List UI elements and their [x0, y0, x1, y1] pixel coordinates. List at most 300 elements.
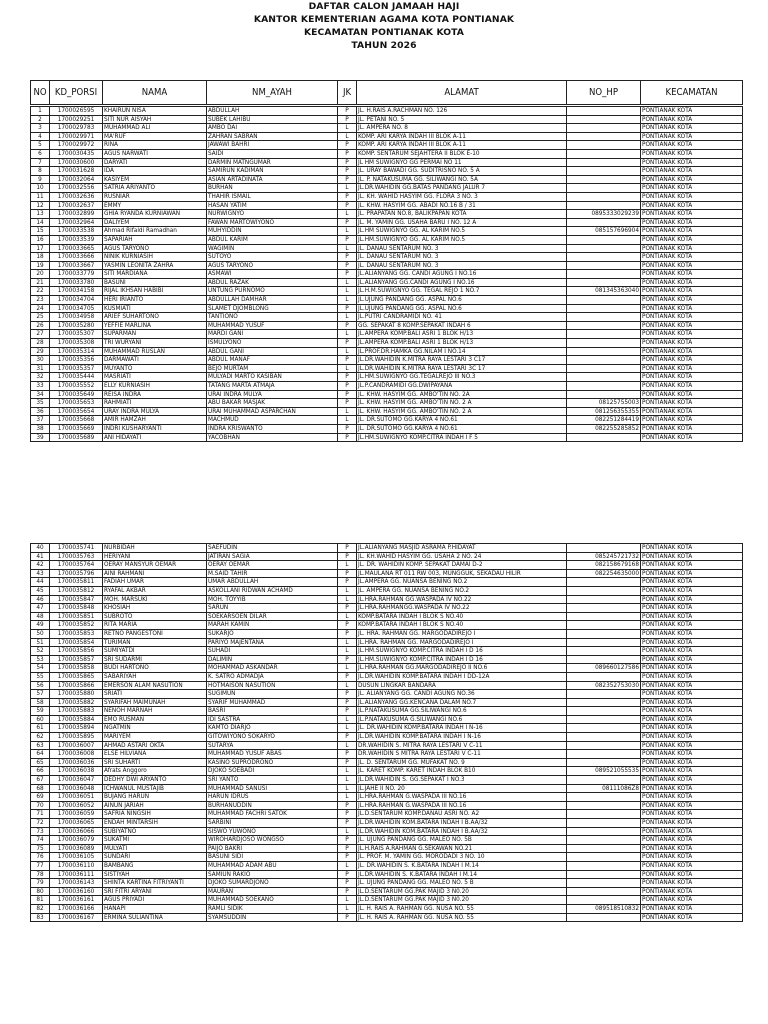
- cell-nama: NINIK KURNIASIH: [103, 253, 207, 262]
- cell-no-hp: [567, 733, 641, 742]
- cell-alamat: JL. DANAU SENTARUM NO. 3: [357, 253, 567, 262]
- cell-nama: NGATMIN: [103, 724, 207, 733]
- cell-jk: L: [338, 638, 357, 647]
- cell-no: 18: [31, 253, 50, 262]
- cell-nama: KHOSIAH: [103, 604, 207, 613]
- cell-kecamatan: PONTIANAK KOTA: [641, 270, 743, 279]
- cell-no-hp: [567, 364, 641, 373]
- cell-nama: KASIYEM: [103, 175, 207, 184]
- cell-kd-porsi: 1700036065: [50, 819, 103, 828]
- cell-kecamatan: PONTIANAK KOTA: [641, 836, 743, 845]
- cell-kd-porsi: 1700036110: [50, 861, 103, 870]
- cell-nama: SUMIYATDI: [103, 647, 207, 656]
- cell-nama: AINUN JARIAH: [103, 801, 207, 810]
- cell-nama: SRI FITRI ARYANI: [103, 887, 207, 896]
- cell-nm-ayah: UNTUNG PURNOMO: [207, 287, 338, 296]
- cell-no-hp: 081345363040: [567, 287, 641, 296]
- table-row: [31, 724, 743, 733]
- cell-kecamatan: PONTIANAK KOTA: [641, 278, 743, 287]
- cell-alamat: JL.DR.WAHIDIN GG.BATAS PANDANG JALUR 7: [357, 184, 567, 193]
- cell-no-hp: [567, 339, 641, 348]
- cell-no-hp: [567, 879, 641, 888]
- cell-no: 32: [31, 373, 50, 382]
- cell-no-hp: [567, 244, 641, 253]
- cell-kecamatan: PONTIANAK KOTA: [641, 373, 743, 382]
- cell-nama: HERI IRIANTO: [103, 296, 207, 305]
- cell-jk: L: [338, 776, 357, 785]
- cell-kd-porsi: 1700035307: [50, 330, 103, 339]
- cell-nama: RINA: [103, 141, 207, 150]
- cell-no: 26: [31, 321, 50, 330]
- cell-kecamatan: PONTIANAK KOTA: [641, 733, 743, 742]
- table-row: [31, 733, 743, 742]
- cell-no: 9: [31, 175, 50, 184]
- cell-kecamatan: PONTIANAK KOTA: [641, 819, 743, 828]
- cell-no-hp: [567, 347, 641, 356]
- cell-kd-porsi: 1700036066: [50, 827, 103, 836]
- cell-kd-porsi: 1700035858: [50, 664, 103, 673]
- cell-no-hp: 082251284419: [567, 416, 641, 425]
- table-row: [31, 321, 743, 330]
- table-row: [31, 167, 743, 176]
- cell-no-hp: [567, 655, 641, 664]
- cell-no: 55: [31, 672, 50, 681]
- cell-nm-ayah: MOHAMMAD ASKANDAR: [207, 664, 338, 673]
- table-row: [31, 793, 743, 802]
- cell-kd-porsi: 1700035669: [50, 424, 103, 433]
- cell-alamat: JL.ALIANYANG MASJID ASRAMA P.HIDAYAT: [357, 544, 567, 553]
- cell-no-hp: [567, 304, 641, 313]
- cell-nama: URAY INDRA MULYA: [103, 407, 207, 416]
- cell-kd-porsi: 1700035649: [50, 390, 103, 399]
- table-row: [31, 612, 743, 621]
- cell-kd-porsi: 1700032556: [50, 184, 103, 193]
- cell-jk: P: [338, 544, 357, 553]
- cell-jk: P: [338, 373, 357, 382]
- cell-alamat: JL. KARET KOMP. KARET INDAH BLOK B10: [357, 767, 567, 776]
- cell-kd-porsi: 1700033538: [50, 227, 103, 236]
- cell-kd-porsi: 1700035668: [50, 416, 103, 425]
- cell-no: 29: [31, 347, 50, 356]
- cell-kecamatan: PONTIANAK KOTA: [641, 647, 743, 656]
- cell-no: 35: [31, 399, 50, 408]
- cell-jk: L: [338, 278, 357, 287]
- cell-no: 42: [31, 561, 50, 570]
- cell-alamat: JL.DR.WAHIDIN KOM.BATARA INDAH I B.AA/32: [357, 819, 567, 828]
- cell-no-hp: [567, 184, 641, 193]
- cell-no: 73: [31, 827, 50, 836]
- cell-kecamatan: PONTIANAK KOTA: [641, 672, 743, 681]
- table-row: [31, 904, 743, 913]
- cell-nama: RAHMIATI: [103, 399, 207, 408]
- cell-kecamatan: PONTIANAK KOTA: [641, 904, 743, 913]
- cell-jk: P: [338, 629, 357, 638]
- cell-kd-porsi: 1700030600: [50, 158, 103, 167]
- col-header-nm-ayah: NM_AYAH: [207, 81, 338, 105]
- table-row: [31, 218, 743, 227]
- cell-no-hp: [567, 296, 641, 305]
- cell-nm-ayah: YACOBHAN: [207, 433, 338, 442]
- cell-nama: RITA MARIA: [103, 621, 207, 630]
- cell-no: 62: [31, 733, 50, 742]
- cell-no-hp: 08111086Z8: [567, 784, 641, 793]
- table-row: [31, 776, 743, 785]
- cell-nama: MOH. MARSUKI: [103, 595, 207, 604]
- cell-no: 33: [31, 382, 50, 391]
- cell-no: 52: [31, 647, 50, 656]
- cell-nama: BAMBANG: [103, 861, 207, 870]
- cell-nm-ayah: SUTOYO: [207, 253, 338, 262]
- cell-nama: TURIMAN: [103, 638, 207, 647]
- cell-jk: P: [338, 578, 357, 587]
- cell-no: 4: [31, 132, 50, 141]
- table-row: [31, 339, 743, 348]
- cell-kd-porsi: 1700036166: [50, 904, 103, 913]
- col-header-nama: NAMA: [103, 81, 207, 105]
- cell-kd-porsi: 1700036047: [50, 776, 103, 785]
- cell-nm-ayah: TANTIONO: [207, 313, 338, 322]
- cell-no-hp: [567, 141, 641, 150]
- cell-no-hp: [567, 578, 641, 587]
- cell-nm-ayah: MACHMUD: [207, 416, 338, 425]
- cell-no-hp: [567, 544, 641, 553]
- cell-alamat: JL. KH.WAHID HASYIM GG. USAHA 2 NO. 24: [357, 552, 567, 561]
- table-row: [31, 416, 743, 425]
- cell-kecamatan: PONTIANAK KOTA: [641, 339, 743, 348]
- cell-nm-ayah: ABDUL MANAF: [207, 356, 338, 365]
- cell-kd-porsi: 1700033667: [50, 261, 103, 270]
- cell-alamat: JL.DR.WAHIDIN K.MITRA RAYA LESTARI 3C 17: [357, 364, 567, 373]
- table-row: [31, 373, 743, 382]
- cell-kd-porsi: 1700035356: [50, 356, 103, 365]
- cell-kd-porsi: 1700034704: [50, 296, 103, 305]
- cell-alamat: JL. HRA. RAHMAN GG. MARGODADIREJO I: [357, 629, 567, 638]
- cell-jk: P: [338, 853, 357, 862]
- cell-nm-ayah: DARMIN MATNGUMAR: [207, 158, 338, 167]
- cell-alamat: JL.ALIANYANG GG. CANDI AGUNG I NO.16: [357, 270, 567, 279]
- cell-no: 46: [31, 595, 50, 604]
- cell-jk: P: [338, 819, 357, 828]
- cell-kecamatan: PONTIANAK KOTA: [641, 767, 743, 776]
- document-header: [0, 0, 768, 52]
- table-row: [31, 819, 743, 828]
- cell-jk: P: [338, 192, 357, 201]
- cell-kecamatan: PONTIANAK KOTA: [641, 844, 743, 853]
- cell-jk: P: [338, 870, 357, 879]
- cell-no: 70: [31, 801, 50, 810]
- cell-no-hp: 085245721732: [567, 552, 641, 561]
- cell-nm-ayah: SAMIRUN KADIMAN: [207, 167, 338, 176]
- cell-jk: P: [338, 879, 357, 888]
- cell-jk: L: [338, 586, 357, 595]
- cell-nm-ayah: SRI YANTO: [207, 776, 338, 785]
- cell-no: 45: [31, 586, 50, 595]
- cell-kecamatan: PONTIANAK KOTA: [641, 698, 743, 707]
- table-row: [31, 621, 743, 630]
- cell-kecamatan: PONTIANAK KOTA: [641, 638, 743, 647]
- cell-kecamatan: PONTIANAK KOTA: [641, 132, 743, 141]
- cell-nm-ayah: HOTMAISON NASUTION: [207, 681, 338, 690]
- cell-jk: L: [338, 767, 357, 776]
- table-row: [31, 810, 743, 819]
- cell-alamat: JL.MAULANA RT 011 RW 003, MUNGGUK, SEKADAU HILIR: [357, 569, 567, 578]
- cell-kd-porsi: 1700035852: [50, 621, 103, 630]
- cell-no-hp: [567, 175, 641, 184]
- cell-no: 44: [31, 578, 50, 587]
- cell-no-hp: [567, 690, 641, 699]
- cell-alamat: JL.PROF.DR.HAMKA GG.NILAM I NO.14: [357, 347, 567, 356]
- cell-nama: ARIEF SUHARTONO: [103, 313, 207, 322]
- col-header-no: NO: [31, 81, 50, 105]
- cell-nama: AMIR HAMZAH: [103, 416, 207, 425]
- cell-kecamatan: PONTIANAK KOTA: [641, 629, 743, 638]
- cell-alamat: JL. ALIANYANG GG. CANDI AGUNG NO.36: [357, 690, 567, 699]
- cell-jk: P: [338, 690, 357, 699]
- cell-kecamatan: PONTIANAK KOTA: [641, 433, 743, 442]
- col-header-jk: JK: [338, 81, 357, 105]
- cell-nm-ayah: JATIRAN SAGIA: [207, 552, 338, 561]
- cell-alamat: JL. DANAU SENTARUM NO. 3: [357, 261, 567, 270]
- cell-no: 48: [31, 612, 50, 621]
- cell-nama: FADIAH UMAR: [103, 578, 207, 587]
- cell-alamat: JL.HM.SUWIGNYO GG.TEGALREJO III NO.3: [357, 373, 567, 382]
- cell-jk: P: [338, 621, 357, 630]
- cell-nama: REISA INDRA: [103, 390, 207, 399]
- cell-no-hp: [567, 861, 641, 870]
- cell-no: 64: [31, 750, 50, 759]
- cell-alamat: JL.DR.WAHIDIN KOMP.BATARA INDAH I N-16: [357, 733, 567, 742]
- cell-kd-porsi: 1700036007: [50, 741, 103, 750]
- table-row: [31, 750, 743, 759]
- cell-jk: P: [338, 390, 357, 399]
- cell-no-hp: [567, 132, 641, 141]
- cell-no-hp: [567, 647, 641, 656]
- table-row: [31, 784, 743, 793]
- cell-alamat: JL. H.RAIS A.RACHMAN NO. 126: [357, 107, 567, 116]
- cell-jk: P: [338, 107, 357, 116]
- cell-kecamatan: PONTIANAK KOTA: [641, 690, 743, 699]
- cell-kecamatan: PONTIANAK KOTA: [641, 724, 743, 733]
- cell-nama: SABARIYAH: [103, 672, 207, 681]
- cell-nm-ayah: HASAN YATIM: [207, 201, 338, 210]
- cell-kd-porsi: 1700034158: [50, 287, 103, 296]
- cell-no: 3: [31, 124, 50, 133]
- cell-no: 19: [31, 261, 50, 270]
- cell-kecamatan: PONTIANAK KOTA: [641, 664, 743, 673]
- cell-no: 80: [31, 887, 50, 896]
- cell-jk: P: [338, 569, 357, 578]
- cell-no: 54: [31, 664, 50, 673]
- cell-jk: P: [338, 339, 357, 348]
- table-row: [31, 433, 743, 442]
- cell-kecamatan: PONTIANAK KOTA: [641, 149, 743, 158]
- cell-kd-porsi: 1700035853: [50, 629, 103, 638]
- cell-kd-porsi: 1700036008: [50, 750, 103, 759]
- cell-nm-ayah: BURHANUDDIN: [207, 801, 338, 810]
- cell-alamat: JL.HRA.RAHMAN G.WASPADA III NO.16: [357, 801, 567, 810]
- cell-nama: MARIYEM: [103, 733, 207, 742]
- table-row: [31, 638, 743, 647]
- cell-kd-porsi: 1700032637: [50, 201, 103, 210]
- cell-jk: P: [338, 321, 357, 330]
- cell-nm-ayah: SUTARYA: [207, 741, 338, 750]
- cell-nama: SUBROTO: [103, 612, 207, 621]
- cell-no: 6: [31, 149, 50, 158]
- cell-nama: AGUS PRIYADI: [103, 896, 207, 905]
- cell-kd-porsi: 1700034958: [50, 313, 103, 322]
- cell-no: 25: [31, 313, 50, 322]
- cell-kd-porsi: 1700033779: [50, 270, 103, 279]
- cell-jk: P: [338, 758, 357, 767]
- table-row: [31, 132, 743, 141]
- cell-nama: SISTIYAH: [103, 870, 207, 879]
- cell-nama: SRI SUHARTI: [103, 758, 207, 767]
- cell-no: 53: [31, 655, 50, 664]
- cell-jk: P: [338, 201, 357, 210]
- cell-kd-porsi: 1700035857: [50, 655, 103, 664]
- cell-alamat: JL.DR.WAHIDIN S. K.BATARA INDAH I M.14: [357, 870, 567, 879]
- cell-no-hp: [567, 750, 641, 759]
- cell-jk: P: [338, 261, 357, 270]
- cell-no-hp: 081256355355: [567, 407, 641, 416]
- cell-no: 63: [31, 741, 50, 750]
- cell-alamat: JL. P. NATAKUSUMA GG. SILIWANGI NO. 5A: [357, 175, 567, 184]
- cell-kecamatan: PONTIANAK KOTA: [641, 330, 743, 339]
- cell-nm-ayah: K. SATRO ADMADJA: [207, 672, 338, 681]
- cell-jk: P: [338, 424, 357, 433]
- cell-no-hp: [567, 844, 641, 853]
- data-table-block-2: [30, 543, 743, 922]
- cell-nm-ayah: THAHIR ISMAIL: [207, 192, 338, 201]
- cell-no-hp: 089660127586: [567, 664, 641, 673]
- cell-jk: L: [338, 647, 357, 656]
- cell-alamat: KOMP. SENTARUM SEJAHTERA II BLOK E-10: [357, 149, 567, 158]
- cell-nm-ayah: ABDULLAH DAMHAR: [207, 296, 338, 305]
- cell-nama: KHAIRUN NISA: [103, 107, 207, 116]
- cell-jk: P: [338, 158, 357, 167]
- cell-jk: L: [338, 741, 357, 750]
- cell-kecamatan: PONTIANAK KOTA: [641, 853, 743, 862]
- cell-kd-porsi: 1700035308: [50, 339, 103, 348]
- cell-kd-porsi: 1700035865: [50, 672, 103, 681]
- cell-nm-ayah: AGUS TARYONO: [207, 261, 338, 270]
- table-row: [31, 227, 743, 236]
- cell-jk: L: [338, 210, 357, 219]
- cell-kecamatan: PONTIANAK KOTA: [641, 578, 743, 587]
- cell-nm-ayah: AMBO DAI: [207, 124, 338, 133]
- cell-no-hp: [567, 827, 641, 836]
- cell-no: 7: [31, 158, 50, 167]
- cell-jk: P: [338, 270, 357, 279]
- table-row: [31, 278, 743, 287]
- cell-no: 82: [31, 904, 50, 913]
- table-row: [31, 672, 743, 681]
- cell-jk: L: [338, 227, 357, 236]
- table-row: [31, 844, 743, 853]
- cell-kd-porsi: 1700036052: [50, 801, 103, 810]
- cell-kd-porsi: 1700036079: [50, 836, 103, 845]
- cell-alamat: JL.D.SENTARUM GG.PAK MAJID 3 N0.20: [357, 887, 567, 896]
- cell-kd-porsi: 1700036160: [50, 887, 103, 896]
- cell-kecamatan: PONTIANAK KOTA: [641, 861, 743, 870]
- cell-alamat: JL. H. RAIS A. RAHMAN GG. NUSA NO. 55: [357, 913, 567, 922]
- doc-office: KANTOR KEMENTERIAN AGAMA KOTA PONTIANAK: [253, 14, 515, 25]
- table-row: [31, 578, 743, 587]
- cell-alamat: JL.HRA.RAHMAN GG.MARGODADIREJO II NO.6: [357, 664, 567, 673]
- cell-kd-porsi: 1700035866: [50, 681, 103, 690]
- cell-no: 43: [31, 569, 50, 578]
- cell-kd-porsi: 1700035812: [50, 586, 103, 595]
- cell-nama: SRI SUDARMI: [103, 655, 207, 664]
- cell-alamat: JL. UJUNG PANDANG GG. MALEO NO. 5B: [357, 836, 567, 845]
- cell-kecamatan: PONTIANAK KOTA: [641, 107, 743, 116]
- cell-jk: L: [338, 896, 357, 905]
- cell-alamat: GG. SEPAKAT 8 KOMP.SEPAKAT INDAH 6: [357, 321, 567, 330]
- cell-alamat: JL.DR.WAHIDIN KOM.BATARA INDAH I B.AA/32: [357, 827, 567, 836]
- cell-kecamatan: PONTIANAK KOTA: [641, 552, 743, 561]
- cell-no-hp: [567, 715, 641, 724]
- cell-jk: P: [338, 810, 357, 819]
- cell-no: 66: [31, 767, 50, 776]
- table-row: [31, 141, 743, 150]
- cell-alamat: JL.HRA.RAHMAN G.WASPADA III NO.16: [357, 793, 567, 802]
- cell-nama: AINI RAHMANI: [103, 569, 207, 578]
- cell-nm-ayah: M.SAID TAHIR: [207, 569, 338, 578]
- cell-no: 39: [31, 433, 50, 442]
- cell-nama: DARYATI: [103, 158, 207, 167]
- cell-nama: AGUS TARYONO: [103, 244, 207, 253]
- cell-kecamatan: PONTIANAK KOTA: [641, 801, 743, 810]
- cell-no: 10: [31, 184, 50, 193]
- cell-nama: EMMY: [103, 201, 207, 210]
- cell-alamat: KOMP. ARI KARYA INDAH III BLOK A-11: [357, 132, 567, 141]
- cell-jk: P: [338, 433, 357, 442]
- cell-kd-porsi: 1700035884: [50, 715, 103, 724]
- cell-jk: P: [338, 887, 357, 896]
- cell-kecamatan: PONTIANAK KOTA: [641, 364, 743, 373]
- cell-kd-porsi: 1700029972: [50, 141, 103, 150]
- cell-nm-ayah: ABDUL RAZAK: [207, 278, 338, 287]
- cell-kd-porsi: 1700036167: [50, 913, 103, 922]
- cell-nama: YASMIN LEONITA ZAHRA: [103, 261, 207, 270]
- cell-no-hp: [567, 819, 641, 828]
- cell-no-hp: [567, 235, 641, 244]
- table-row: [31, 604, 743, 613]
- table-row: [31, 698, 743, 707]
- cell-kd-porsi: 1700036111: [50, 870, 103, 879]
- table-row: [31, 304, 743, 313]
- cell-kd-porsi: 1700035763: [50, 552, 103, 561]
- cell-no-hp: [567, 218, 641, 227]
- cell-nm-ayah: SUHADI: [207, 647, 338, 656]
- cell-nama: ICHWANUL MUSTAJIB: [103, 784, 207, 793]
- cell-no-hp: 082352753030: [567, 681, 641, 690]
- cell-nm-ayah: HARUN IDRUS: [207, 793, 338, 802]
- cell-nm-ayah: IDI SASTRA: [207, 715, 338, 724]
- cell-kecamatan: PONTIANAK KOTA: [641, 115, 743, 124]
- cell-alamat: JL.DR.WAHIDIN S. GG.SEPAKAT I NO.3: [357, 776, 567, 785]
- col-header-kecamatan: KECAMATAN: [641, 81, 743, 105]
- cell-kd-porsi: 1700035653: [50, 399, 103, 408]
- cell-nama: SHINTA KARTINA FITRIYANTI: [103, 879, 207, 888]
- cell-nama: MULYATI: [103, 844, 207, 853]
- table-row: [31, 836, 743, 845]
- table-row: [31, 681, 743, 690]
- table-row: [31, 741, 743, 750]
- cell-kd-porsi: 1700035314: [50, 347, 103, 356]
- table-row: [31, 390, 743, 399]
- cell-kecamatan: PONTIANAK KOTA: [641, 296, 743, 305]
